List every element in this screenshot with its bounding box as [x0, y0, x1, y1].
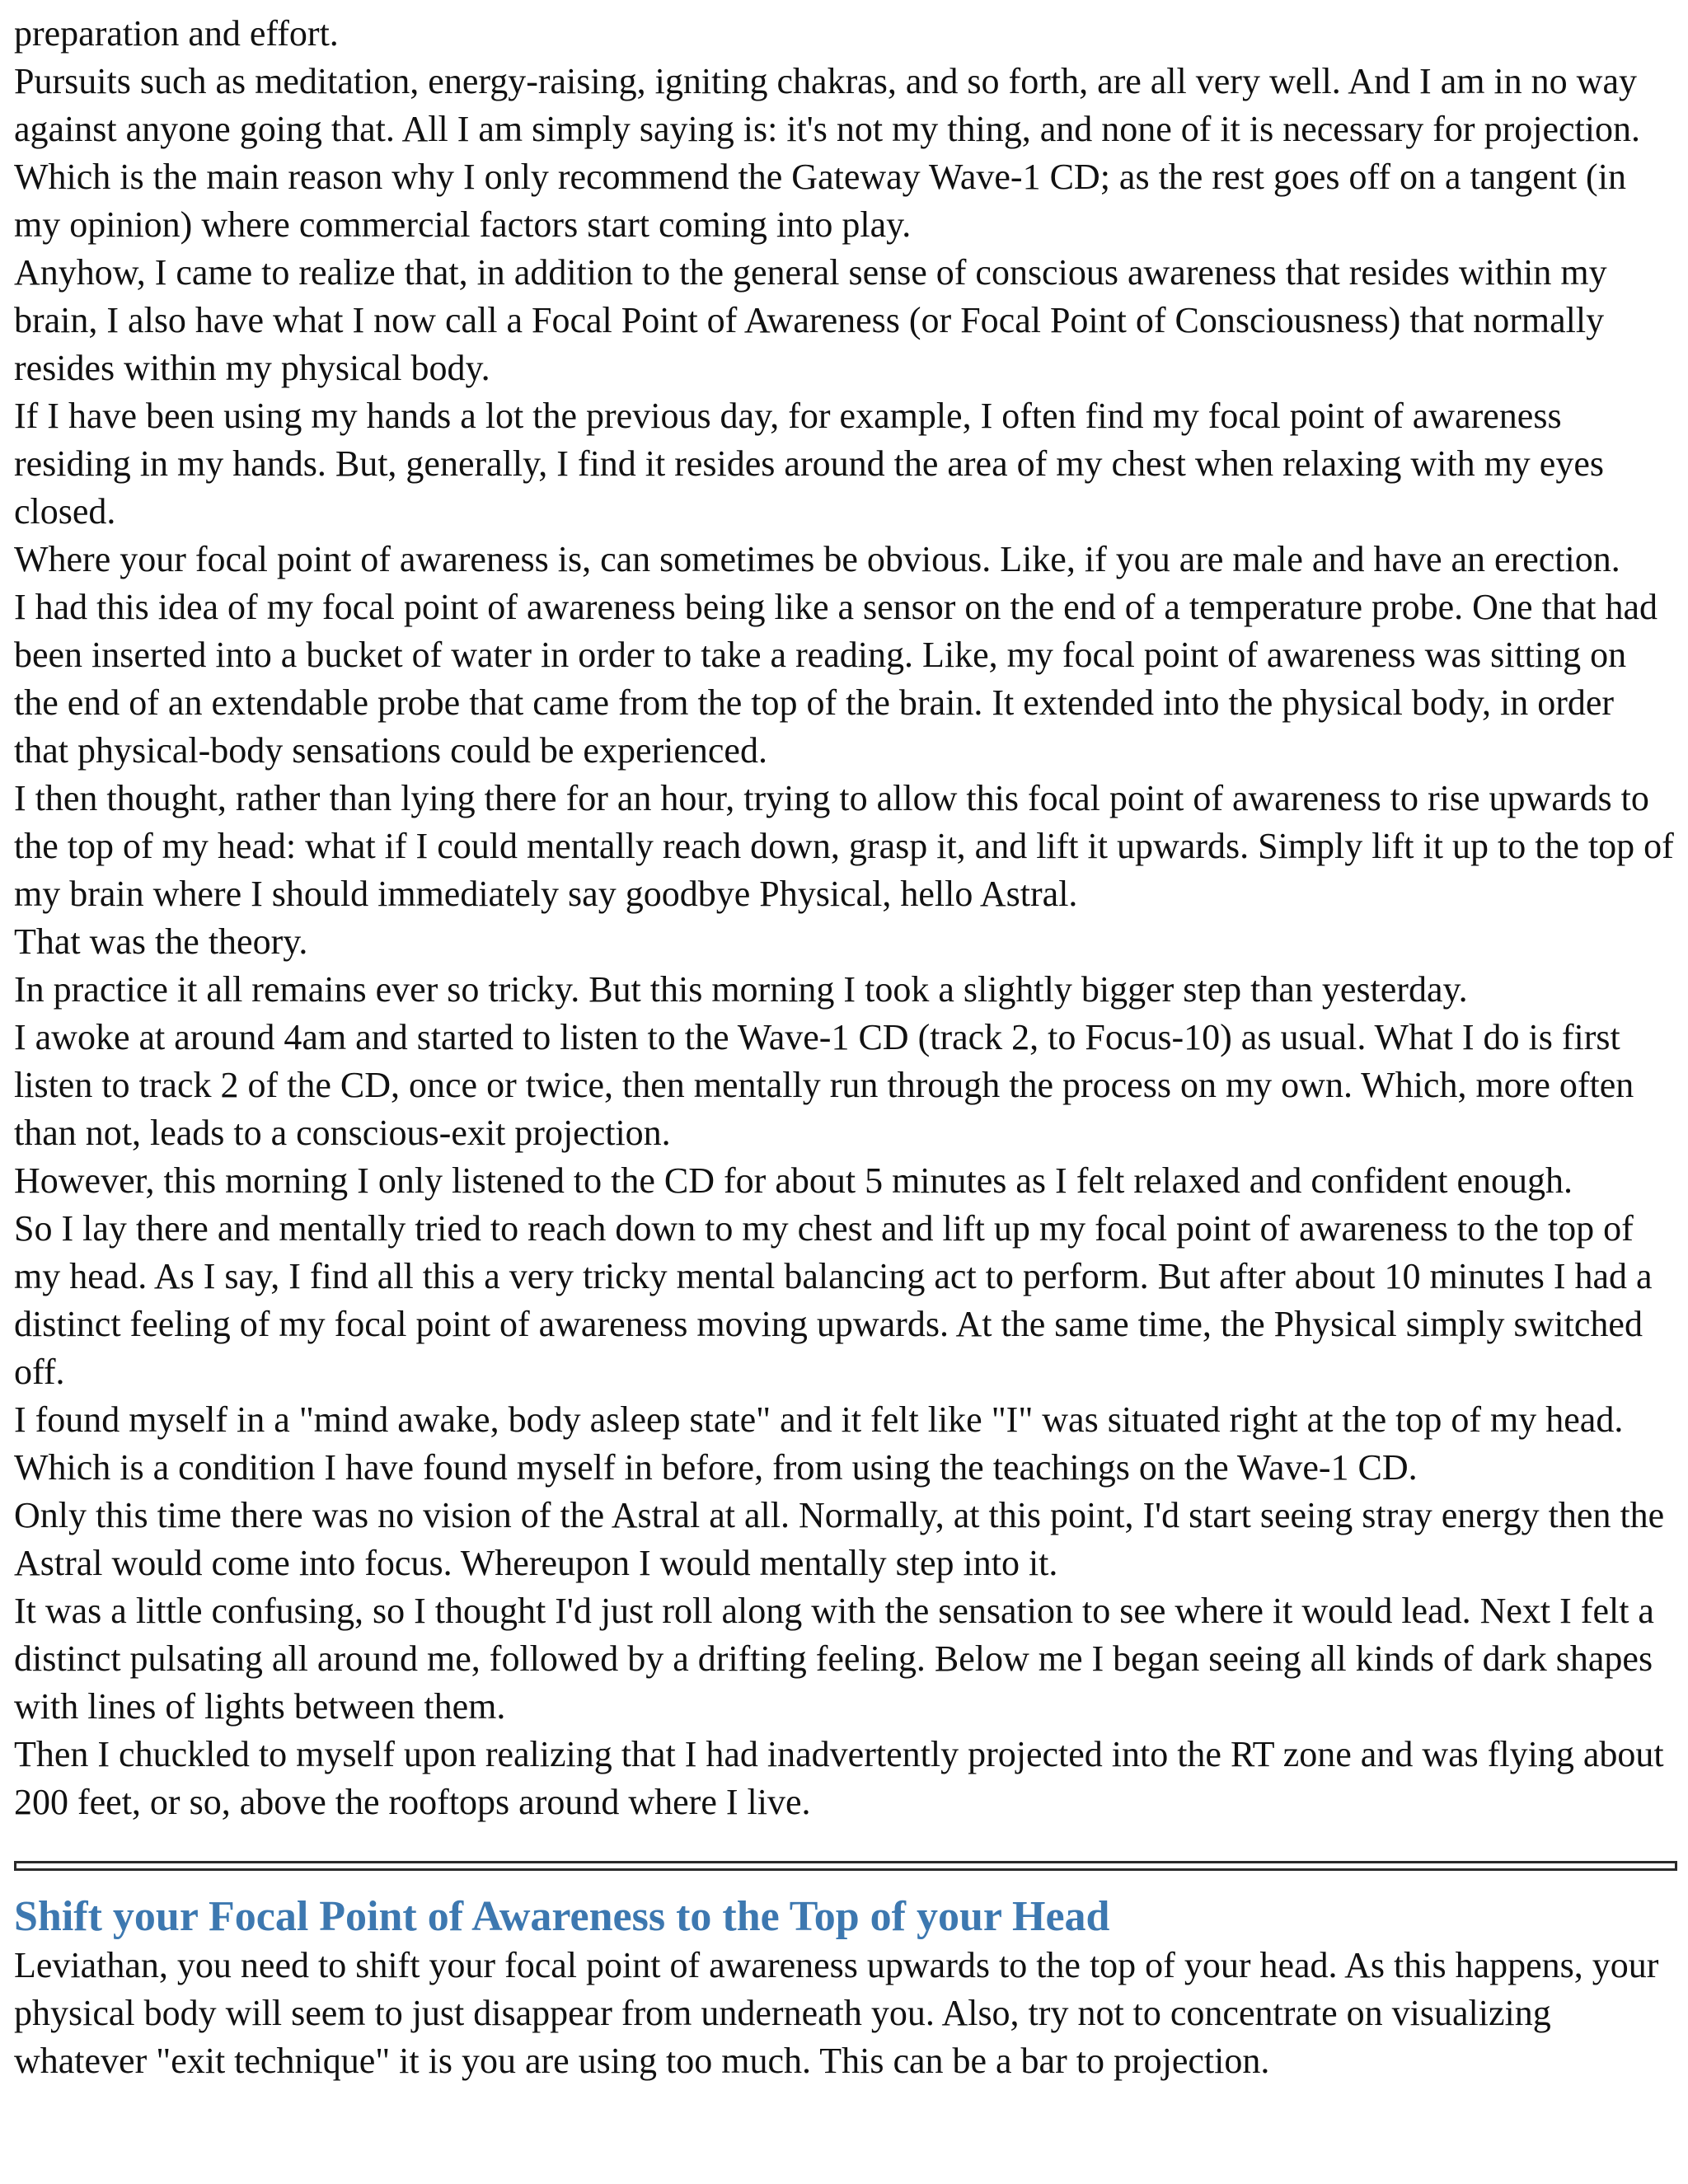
paragraph: Only this time there was no vision of the Astral at all. Normally, at this point, I'd start seeing stray energy then the Astral would come into focus. Whereupon I would mentally step into it.	[14, 1495, 1665, 1583]
paragraph: It was a little confusing, so I thought I'd just roll along with the sensation to see where it would lead. Next I felt a distinct pulsating all around me, followed by a drifting feeling. Below me I began seeing all kinds of dark shapes with lines of lights between them.	[14, 1591, 1654, 1727]
section-body	[14, 1942, 1677, 2085]
paragraph: In practice it all remains ever so tricky. But this morning I took a slightly bigger step than yesterday.	[14, 969, 1468, 1010]
paragraph: I had this idea of my focal point of awareness being like a sensor on the end of a temperature probe. One that had been inserted into a bucket of water in order to take a reading. Like, my focal point of awareness was sitting on the end of an extendable probe that came from the top of the brain. It extended into the physical body, in order that physical-body sensations could be experienced.	[14, 587, 1658, 771]
paragraph: Where your focal point of awareness is, can sometimes be obvious. Like, if you are male and have an erection.	[14, 539, 1620, 579]
paragraph: I found myself in a "mind awake, body asleep state" and it felt like "I" was situated right at the top of my head. Which is a condition I have found myself in before, from using the teachings on the Wave-1 CD.	[14, 1399, 1624, 1488]
paragraph: If I have been using my hands a lot the previous day, for example, I often find my focal point of awareness residing in my hands. But, generally, I find it resides around the area of my chest when relaxing with my eyes closed.	[14, 396, 1604, 532]
paragraph: However, this morning I only listened to the CD for about 5 minutes as I felt relaxed and confident enough.	[14, 1160, 1573, 1201]
paragraph: So I lay there and mentally tried to reach down to my chest and lift up my focal point of awareness to the top of my head. As I say, I find all this a very tricky mental balancing act to perform. But after about 10 minutes I had a distinct feeling of my focal point of awareness moving upwards. At the same time, the Physical simply switched off.	[14, 1208, 1653, 1392]
post-body	[14, 10, 1677, 1826]
paragraph: Anyhow, I came to realize that, in addition to the general sense of conscious awareness that resides within my brain, I also have what I now call a Focal Point of Awareness (or Focal Point of Consciousness) that normally resides within my physical body.	[14, 252, 1607, 388]
paragraph: I then thought, rather than lying there for an hour, trying to allow this focal point of awareness to rise upwards to the top of my head: what if I could mentally reach down, grasp it, and lift it upwards. Simply lift it up to the top of my brain where I should immediately say goodbye Physical, hello Astral.	[14, 778, 1674, 914]
paragraph: Leviathan, you need to shift your focal point of awareness upwards to the top of your head. As this happens, your physical body will seem to just disappear from underneath you. Also, try not to concentrate on visualizing whatever "exit technique" it is you are using too much. This can be a bar to projection.	[14, 1945, 1659, 2081]
section-heading: Shift your Focal Point of Awareness to the Top of your Head	[14, 1893, 1110, 1940]
paragraph: Then I chuckled to myself upon realizing that I had inadvertently projected into the RT zone and was flying about 200 feet, or so, above the rooftops around where I live.	[14, 1734, 1664, 1822]
paragraph: Pursuits such as meditation, energy-raising, igniting chakras, and so forth, are all very well. And I am in no way against anyone going that. All I am simply saying is: it's not my thing, and none of it is necessary for projection. Which is the main reason why I only recommend the Gateway Wave-1 CD; as the rest goes off on a tangent (in my opinion) where commercial factors start coming into play.	[14, 61, 1640, 245]
paragraph: That was the theory.	[14, 921, 308, 962]
paragraph: preparation and effort.	[14, 13, 339, 54]
document-page	[14, 10, 1677, 2085]
paragraph: I awoke at around 4am and started to listen to the Wave-1 CD (track 2, to Focus-10) as usual. What I do is first listen to track 2 of the CD, once or twice, then mentally run through the process on my own. Which, more often than not, leads to a conscious-exit projection.	[14, 1017, 1634, 1153]
section-divider	[14, 1861, 1677, 1871]
